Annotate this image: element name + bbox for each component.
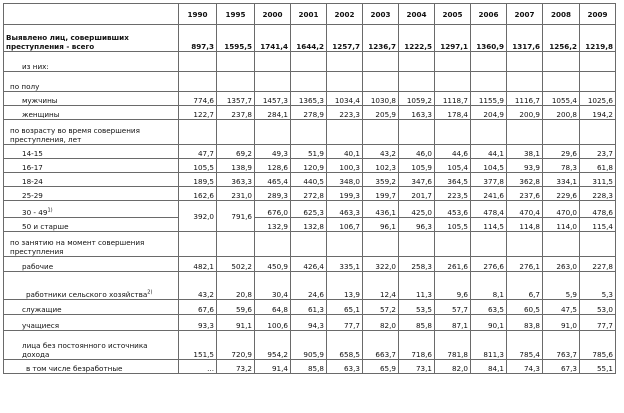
value-cell: 1025,6 bbox=[580, 92, 616, 106]
value-cell: 334,1 bbox=[543, 173, 580, 187]
value-cell: 13,9 bbox=[327, 272, 363, 300]
value-cell: 377,8 bbox=[471, 173, 507, 187]
value-cell: 69,2 bbox=[217, 145, 255, 159]
value-cell: 43,2 bbox=[179, 272, 217, 300]
value-cell: 61,8 bbox=[580, 159, 616, 173]
row-label: 50 и старше bbox=[4, 218, 179, 232]
value-cell: 30,4 bbox=[255, 272, 291, 300]
row-label: по занятию на момент совершения преступления bbox=[4, 232, 179, 257]
value-cell: 105,4 bbox=[435, 159, 471, 173]
value-cell: 763,7 bbox=[543, 331, 580, 360]
value-cell: 60,5 bbox=[507, 300, 543, 315]
table-row bbox=[4, 272, 616, 300]
row-label: служащие bbox=[4, 300, 179, 315]
year-header: 2009 bbox=[580, 4, 616, 25]
value-cell: 63,3 bbox=[327, 360, 363, 374]
value-cell: 289,3 bbox=[255, 187, 291, 201]
value-cell: 100,3 bbox=[327, 159, 363, 173]
value-cell: 12,4 bbox=[363, 272, 399, 300]
row-label: из них: bbox=[4, 52, 179, 72]
value-cell: 450,9 bbox=[255, 257, 291, 272]
value-cell: 162,6 bbox=[179, 187, 217, 201]
value-cell: 91,4 bbox=[255, 360, 291, 374]
value-cell: 90,1 bbox=[471, 315, 507, 331]
value-cell: 151,5 bbox=[179, 331, 217, 360]
value-cell: 347,6 bbox=[399, 173, 435, 187]
value-cell: 1297,1 bbox=[435, 25, 471, 52]
value-cell: 359,2 bbox=[363, 173, 399, 187]
value-cell: 91,0 bbox=[543, 315, 580, 331]
value-cell: 1219,8 bbox=[580, 25, 616, 52]
value-cell: 676,0 bbox=[255, 201, 291, 218]
row-label: 16-17 bbox=[4, 159, 179, 173]
value-cell: 65,1 bbox=[327, 300, 363, 315]
value-cell: 436,1 bbox=[363, 201, 399, 218]
value-cell: 38,1 bbox=[507, 145, 543, 159]
year-header: 2003 bbox=[363, 4, 399, 25]
value-cell: 1595,5 bbox=[217, 25, 255, 52]
year-header: 2004 bbox=[399, 4, 435, 25]
table-row bbox=[4, 145, 616, 159]
value-cell: 1155,9 bbox=[471, 92, 507, 106]
value-cell: 46,0 bbox=[399, 145, 435, 159]
value-cell: 64,8 bbox=[255, 300, 291, 315]
value-cell: 47,7 bbox=[179, 145, 217, 159]
value-cell: 63,5 bbox=[471, 300, 507, 315]
value-cell: 94,3 bbox=[291, 315, 327, 331]
value-cell: 241,6 bbox=[471, 187, 507, 201]
value-cell: 83,8 bbox=[507, 315, 543, 331]
value-cell: 55,1 bbox=[580, 360, 616, 374]
value-cell: 73,2 bbox=[217, 360, 255, 374]
value-cell: 102,3 bbox=[363, 159, 399, 173]
value-cell: 785,4 bbox=[507, 331, 543, 360]
value-cell: 199,3 bbox=[327, 187, 363, 201]
value-cell: 470,4 bbox=[507, 201, 543, 218]
value-cell: 23,7 bbox=[580, 145, 616, 159]
table-row bbox=[4, 201, 616, 218]
value-cell: 96,1 bbox=[363, 218, 399, 232]
value-cell: 104,5 bbox=[471, 159, 507, 173]
value-cell: 1030,8 bbox=[363, 92, 399, 106]
value-cell: 781,8 bbox=[435, 331, 471, 360]
value-cell: 363,3 bbox=[217, 173, 255, 187]
value-cell: 261,6 bbox=[435, 257, 471, 272]
row-label-text: работники сельского хозяйства bbox=[26, 290, 148, 299]
footnote-marker: 1) bbox=[47, 207, 53, 214]
value-cell: 1256,2 bbox=[543, 25, 580, 52]
value-cell: 426,4 bbox=[291, 257, 327, 272]
value-cell: 82,0 bbox=[435, 360, 471, 374]
row-label: по полу bbox=[4, 72, 179, 92]
value-cell: 470,0 bbox=[543, 201, 580, 218]
value-cell: 163,3 bbox=[399, 106, 435, 120]
value-cell: 1055,4 bbox=[543, 92, 580, 106]
row-label: 14-15 bbox=[4, 145, 179, 159]
row-label: женщины bbox=[4, 106, 179, 120]
value-cell: 82,0 bbox=[363, 315, 399, 331]
value-cell: 77,7 bbox=[580, 315, 616, 331]
value-cell: 8,1 bbox=[471, 272, 507, 300]
table-row bbox=[4, 92, 616, 106]
row-label: по возрасту во время совершения преступления, лет bbox=[4, 120, 179, 145]
value-cell: 897,3 bbox=[179, 25, 217, 52]
value-cell: 237,8 bbox=[217, 106, 255, 120]
value-cell: 1317,6 bbox=[507, 25, 543, 52]
value-cell: 663,7 bbox=[363, 331, 399, 360]
value-cell: 43,2 bbox=[363, 145, 399, 159]
value-cell: 364,5 bbox=[435, 173, 471, 187]
value-cell: 115,4 bbox=[580, 218, 616, 232]
value-cell: 201,7 bbox=[399, 187, 435, 201]
value-cell: 811,3 bbox=[471, 331, 507, 360]
value-cell: 57,7 bbox=[435, 300, 471, 315]
value-cell: 84,1 bbox=[471, 360, 507, 374]
value-cell: 718,6 bbox=[399, 331, 435, 360]
value-cell: 1236,7 bbox=[363, 25, 399, 52]
row-label: учащиеся bbox=[4, 315, 179, 331]
value-cell: 905,9 bbox=[291, 331, 327, 360]
value-cell: 96,3 bbox=[399, 218, 435, 232]
value-cell: 61,3 bbox=[291, 300, 327, 315]
value-cell: 231,0 bbox=[217, 187, 255, 201]
row-label: 25-29 bbox=[4, 187, 179, 201]
value-cell: 258,3 bbox=[399, 257, 435, 272]
table-row bbox=[4, 187, 616, 201]
value-cell: 204,9 bbox=[471, 106, 507, 120]
value-cell: 85,8 bbox=[399, 315, 435, 331]
value-cell: 785,6 bbox=[580, 331, 616, 360]
year-header: 2005 bbox=[435, 4, 471, 25]
value-cell: 20,8 bbox=[217, 272, 255, 300]
row-label-text: 30 - 49 bbox=[22, 208, 48, 217]
value-cell: 78,3 bbox=[543, 159, 580, 173]
year-header: 2002 bbox=[327, 4, 363, 25]
value-cell: 1357,7 bbox=[217, 92, 255, 106]
year-header: 2000 bbox=[255, 4, 291, 25]
statistics-table bbox=[3, 3, 616, 374]
header-empty-cell bbox=[4, 4, 179, 25]
year-header: 2008 bbox=[543, 4, 580, 25]
year-header: 2007 bbox=[507, 4, 543, 25]
value-cell: 465,4 bbox=[255, 173, 291, 187]
value-cell: 1118,7 bbox=[435, 92, 471, 106]
year-header: 2001 bbox=[291, 4, 327, 25]
value-cell: 276,6 bbox=[471, 257, 507, 272]
table-row bbox=[4, 300, 616, 315]
value-cell: 440,5 bbox=[291, 173, 327, 187]
value-cell: 53,0 bbox=[580, 300, 616, 315]
value-cell: 954,2 bbox=[255, 331, 291, 360]
value-cell: 774,6 bbox=[179, 92, 217, 106]
value-cell: 720,9 bbox=[217, 331, 255, 360]
value-cell: 348,0 bbox=[327, 173, 363, 187]
value-cell: 1116,7 bbox=[507, 92, 543, 106]
value-cell: 29,6 bbox=[543, 145, 580, 159]
value-cell: 87,1 bbox=[435, 315, 471, 331]
value-cell: 47,5 bbox=[543, 300, 580, 315]
value-cell: 91,1 bbox=[217, 315, 255, 331]
table-row bbox=[4, 331, 616, 360]
value-cell: 205,9 bbox=[363, 106, 399, 120]
table-row-section bbox=[4, 232, 616, 257]
row-label bbox=[4, 201, 179, 218]
value-cell: 100,6 bbox=[255, 315, 291, 331]
value-cell: 74,3 bbox=[507, 360, 543, 374]
value-cell: 463,3 bbox=[327, 201, 363, 218]
value-cell: 335,1 bbox=[327, 257, 363, 272]
table-row bbox=[4, 257, 616, 272]
value-cell: 311,5 bbox=[580, 173, 616, 187]
value-cell: 362,8 bbox=[507, 173, 543, 187]
value-cell: 278,9 bbox=[291, 106, 327, 120]
value-cell: 223,3 bbox=[327, 106, 363, 120]
value-cell: 1741,4 bbox=[255, 25, 291, 52]
value-cell: 93,3 bbox=[179, 315, 217, 331]
table-row bbox=[4, 159, 616, 173]
value-cell: 40,1 bbox=[327, 145, 363, 159]
value-cell: 105,9 bbox=[399, 159, 435, 173]
value-cell: 1222,5 bbox=[399, 25, 435, 52]
value-cell: 114,5 bbox=[471, 218, 507, 232]
value-cell: 67,6 bbox=[179, 300, 217, 315]
table-row-section bbox=[4, 52, 616, 72]
value-cell: 189,5 bbox=[179, 173, 217, 187]
year-header: 1995 bbox=[217, 4, 255, 25]
value-cell: 77,7 bbox=[327, 315, 363, 331]
value-cell: 128,6 bbox=[255, 159, 291, 173]
value-cell: 276,1 bbox=[507, 257, 543, 272]
merged-value-cell: 791,6 bbox=[217, 201, 255, 232]
value-cell: ... bbox=[179, 360, 217, 374]
value-cell: 49,3 bbox=[255, 145, 291, 159]
value-cell: 138,9 bbox=[217, 159, 255, 173]
value-cell: 1059,2 bbox=[399, 92, 435, 106]
value-cell: 1360,9 bbox=[471, 25, 507, 52]
table-row bbox=[4, 173, 616, 187]
value-cell: 658,5 bbox=[327, 331, 363, 360]
value-cell: 106,7 bbox=[327, 218, 363, 232]
row-label: мужчины bbox=[4, 92, 179, 106]
footnote-marker: 2) bbox=[147, 289, 153, 296]
value-cell: 105,5 bbox=[435, 218, 471, 232]
value-cell: 1034,4 bbox=[327, 92, 363, 106]
value-cell: 272,8 bbox=[291, 187, 327, 201]
value-cell: 322,0 bbox=[363, 257, 399, 272]
header-row bbox=[4, 4, 616, 25]
merged-value-cell: 392,0 bbox=[179, 201, 217, 232]
table-row-section bbox=[4, 120, 616, 145]
row-label: в том числе безработные bbox=[4, 360, 179, 374]
row-label: рабочие bbox=[4, 257, 179, 272]
value-cell: 57,2 bbox=[363, 300, 399, 315]
row-label: Выявлено лиц, совершивших преступления - всего bbox=[4, 25, 179, 52]
row-label bbox=[4, 272, 179, 300]
value-cell: 178,4 bbox=[435, 106, 471, 120]
value-cell: 223,5 bbox=[435, 187, 471, 201]
value-cell: 5,3 bbox=[580, 272, 616, 300]
row-label: лица без постоянного источника дохода bbox=[4, 331, 179, 360]
value-cell: 73,1 bbox=[399, 360, 435, 374]
value-cell: 1365,3 bbox=[291, 92, 327, 106]
value-cell: 229,6 bbox=[543, 187, 580, 201]
value-cell: 53,5 bbox=[399, 300, 435, 315]
row-label: 18-24 bbox=[4, 173, 179, 187]
table-row-total bbox=[4, 25, 616, 52]
value-cell: 9,6 bbox=[435, 272, 471, 300]
value-cell: 93,9 bbox=[507, 159, 543, 173]
value-cell: 453,6 bbox=[435, 201, 471, 218]
value-cell: 44,1 bbox=[471, 145, 507, 159]
value-cell: 199,7 bbox=[363, 187, 399, 201]
value-cell: 227,8 bbox=[580, 257, 616, 272]
table-row bbox=[4, 106, 616, 120]
value-cell: 132,8 bbox=[291, 218, 327, 232]
value-cell: 120,9 bbox=[291, 159, 327, 173]
value-cell: 6,7 bbox=[507, 272, 543, 300]
value-cell: 237,6 bbox=[507, 187, 543, 201]
value-cell: 263,0 bbox=[543, 257, 580, 272]
value-cell: 65,9 bbox=[363, 360, 399, 374]
value-cell: 114,8 bbox=[507, 218, 543, 232]
value-cell: 132,9 bbox=[255, 218, 291, 232]
value-cell: 200,8 bbox=[543, 106, 580, 120]
value-cell: 59,6 bbox=[217, 300, 255, 315]
table-row bbox=[4, 218, 616, 232]
value-cell: 478,6 bbox=[580, 201, 616, 218]
value-cell: 502,2 bbox=[217, 257, 255, 272]
value-cell: 1644,2 bbox=[291, 25, 327, 52]
value-cell: 200,9 bbox=[507, 106, 543, 120]
value-cell: 194,2 bbox=[580, 106, 616, 120]
value-cell: 85,8 bbox=[291, 360, 327, 374]
value-cell: 114,0 bbox=[543, 218, 580, 232]
value-cell: 1457,3 bbox=[255, 92, 291, 106]
table-row bbox=[4, 360, 616, 374]
value-cell: 24,6 bbox=[291, 272, 327, 300]
table-row bbox=[4, 315, 616, 331]
year-header: 1990 bbox=[179, 4, 217, 25]
table-row-section bbox=[4, 72, 616, 92]
value-cell: 425,0 bbox=[399, 201, 435, 218]
value-cell: 5,9 bbox=[543, 272, 580, 300]
value-cell: 67,3 bbox=[543, 360, 580, 374]
value-cell: 51,9 bbox=[291, 145, 327, 159]
value-cell: 625,3 bbox=[291, 201, 327, 218]
value-cell: 482,1 bbox=[179, 257, 217, 272]
value-cell: 122,7 bbox=[179, 106, 217, 120]
value-cell: 11,3 bbox=[399, 272, 435, 300]
value-cell: 228,3 bbox=[580, 187, 616, 201]
year-header: 2006 bbox=[471, 4, 507, 25]
value-cell: 478,4 bbox=[471, 201, 507, 218]
value-cell: 1257,7 bbox=[327, 25, 363, 52]
value-cell: 284,1 bbox=[255, 106, 291, 120]
value-cell: 105,5 bbox=[179, 159, 217, 173]
value-cell: 44,6 bbox=[435, 145, 471, 159]
